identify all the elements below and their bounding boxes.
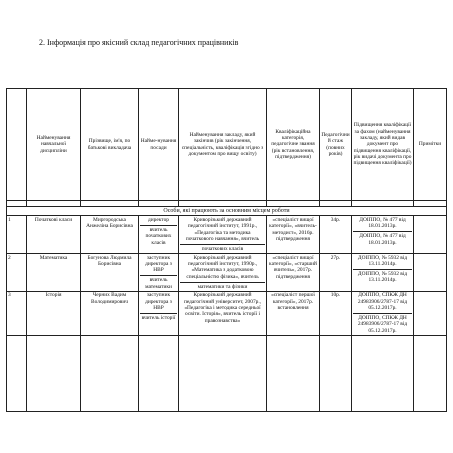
header-subject: Найменування навчальної дисципліни (27, 89, 81, 201)
header-qualification: Кваліфікаційна категорія, педагогічне звання (рік встановлення, підтвердження) (267, 89, 320, 201)
training-part: ДОІППО, № 5932 від 13.11.2014р. (357, 254, 408, 267)
row-experience: 10р. (320, 291, 352, 335)
row-position (139, 216, 179, 254)
row-position (139, 254, 179, 292)
row-institution (179, 254, 267, 292)
section-row (7, 207, 447, 216)
header-experience: Педагогічний стаж (повних років) (320, 89, 352, 201)
row-qualification: «спеціаліст першої категорії», 2017р. встановлення (267, 291, 320, 335)
row-teacher-name: Богунова Людмила Борисівна (81, 254, 139, 292)
section-title: Особи, які працюють за основним місцем роботи (7, 207, 447, 216)
table-header-row (7, 89, 447, 201)
position-part: заступник директора з НВР (145, 254, 172, 274)
header-notes: Примітки (414, 89, 447, 201)
table-row (7, 254, 447, 292)
row-experience: 27р. (320, 254, 352, 292)
table-row (7, 291, 447, 335)
row-position (139, 291, 179, 335)
row-number: 3 (7, 291, 27, 335)
position-part: заступник директора з НВР (145, 292, 172, 311)
row-number: 2 (7, 254, 27, 292)
header-teacher-name: Прізвище, ім'я, по батькові викладача (81, 89, 139, 201)
row-qualification: «спеціаліст вищої категорії», «старший вчитель», 2017р. підтвердження (267, 254, 320, 292)
training-part: ДОІППО, № 477 від 18.01.2013р. (359, 217, 406, 230)
position-part: директор (148, 217, 169, 224)
row-notes (414, 291, 447, 335)
header-position: Найме-нування посади (139, 89, 179, 201)
row-institution: Криворізький державний педагогічний університет, 2007р., «Педагогіка і методика середньої освіти. Історія», вчитель історії і правознавства» (179, 291, 267, 335)
row-training (352, 216, 414, 254)
row-subject: Математика (27, 254, 81, 292)
institution-part: математики та фізики (180, 282, 265, 290)
row-notes (414, 254, 447, 292)
row-number: 1 (7, 216, 27, 254)
section-heading: 2. Інформація про якісний склад педагогічних працівників (39, 38, 239, 47)
position-part: вчитель початкових класів (140, 225, 177, 246)
row-notes (414, 216, 447, 254)
staff-table (6, 88, 447, 412)
row-subject: Початкові класи (27, 216, 81, 254)
row-training (352, 254, 414, 292)
training-part: ДОІППО, СПКЖ ДН 24983906/2787-17 від 05.12.2017р. (353, 313, 412, 334)
row-qualification: «спеціаліст вищої категорії», «вчитель-методист», 2016р. підтвердження (267, 216, 320, 254)
row-training (352, 291, 414, 335)
training-part: ДОІППО, № 5932 від 13.11.2014р. (353, 269, 412, 284)
table-row (7, 216, 447, 254)
training-part: ДОІППО, № 477 від 18.01.2013р. (353, 231, 412, 246)
training-part: ДОІППО, СПКЖ ДН 24983906/2787-17 від 05.12.2017р. (357, 292, 408, 311)
institution-part: початкових класів (180, 244, 265, 252)
row-teacher-name: Миргородська Анжеліна Борисівна (81, 216, 139, 254)
header-institution: Найменування закладу, який закінчив (рік закінчення, спеціальність, кваліфікація згідно з документом про вищу освіту) (179, 89, 267, 201)
institution-part: Криворізький державний педагогічний інститут, 1990р., «Математика з додатковою спеціальністю фізика», вчитель (186, 254, 259, 280)
row-experience: 34р. (320, 216, 352, 254)
header-training: Підвищення кваліфікації за фахом (найменування закладу, який видав документ про підвищення кваліфікації, рік видачі документа про підвищення кваліфікації) (352, 89, 414, 201)
table-row-empty (7, 335, 447, 411)
institution-part: Криворізький державний педагогічний інститут, 1991р., «Педагогіка та методика початкового навчання», вчитель (185, 217, 260, 243)
row-subject: Історія (27, 291, 81, 335)
row-institution (179, 216, 267, 254)
row-teacher-name: Черних Вадим Володимирович (81, 291, 139, 335)
header-number (7, 89, 27, 201)
position-part: вчитель математики (140, 275, 177, 290)
position-part: вчитель історії (141, 314, 176, 321)
